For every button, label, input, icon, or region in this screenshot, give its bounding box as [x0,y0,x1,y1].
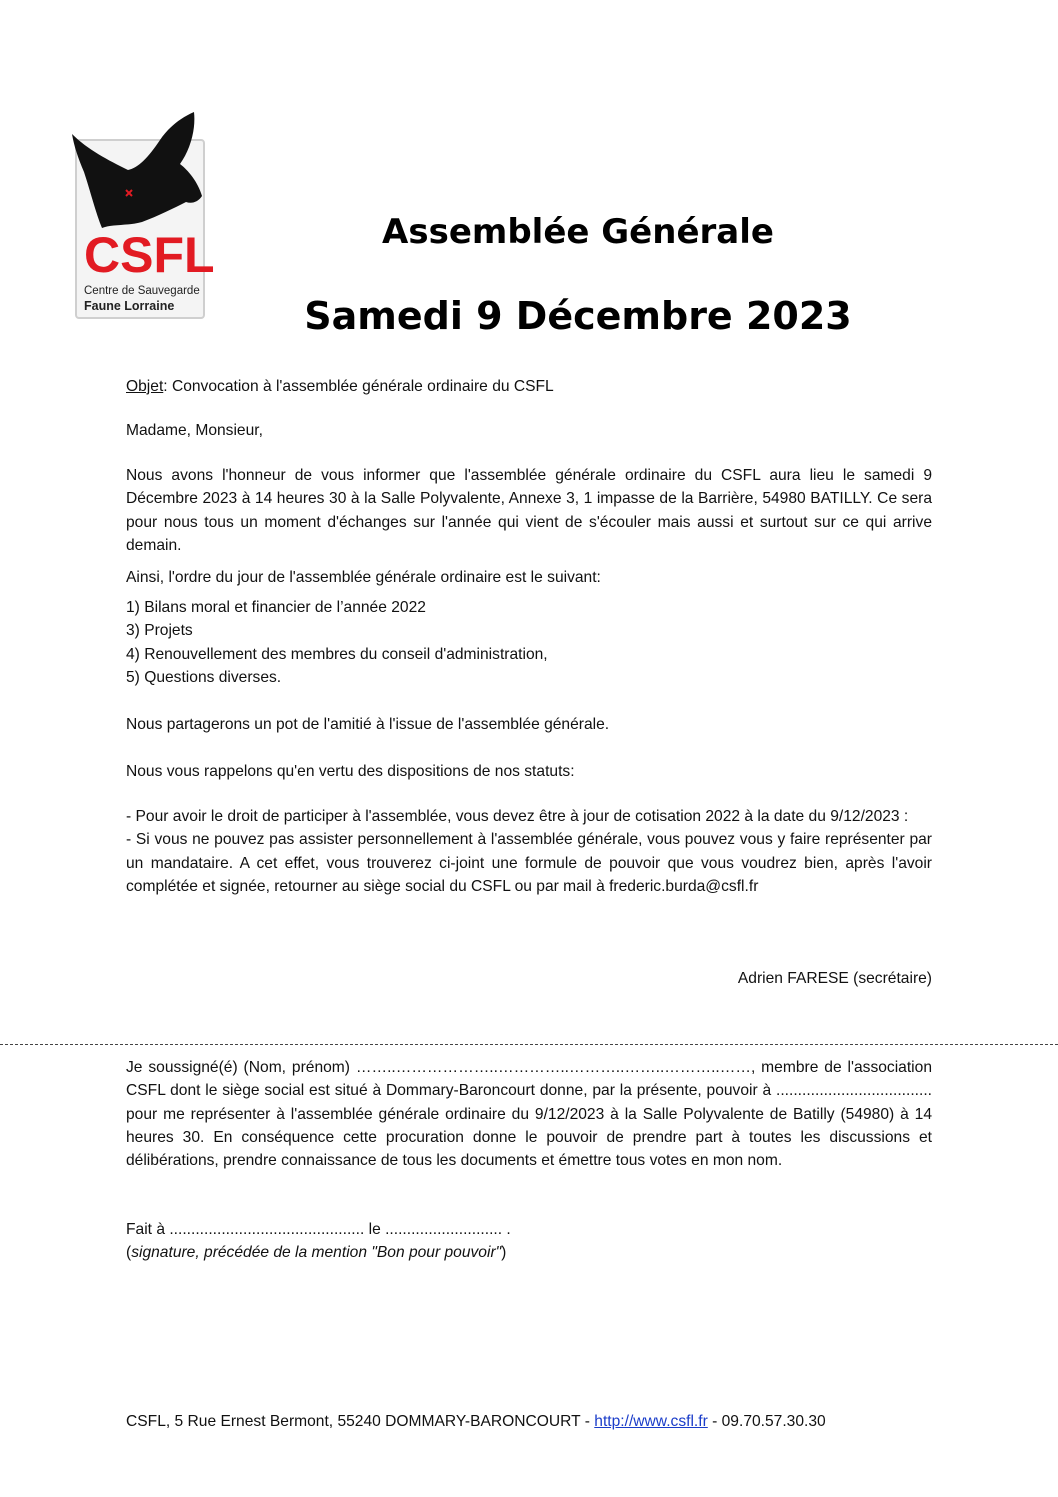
footer [126,1413,826,1431]
agenda-item: 3) Projets [126,622,193,640]
website-link[interactable]: http://www.csfl.fr [594,1413,708,1430]
signature: Adrien FARESE (secrétaire) [737,970,932,987]
footer-phone: - 09.70.57.30.30 [707,1413,826,1430]
footer-address: CSFL, 5 Rue Ernest Bermont, 55240 DOMMARY-BARONCOURT - [126,1413,595,1430]
agenda-intro: Ainsi, l'ordre du jour de l'assemblée générale ordinaire est le suivant: [126,569,601,586]
signature-note: (signature, précédée de la mention "Bon pour pouvoir") [126,1244,507,1262]
agenda-list [126,596,932,689]
agenda-item: 5) Questions diverses. [126,668,282,686]
proxy-signature-block [126,1218,932,1265]
fait-a-line: Fait à ............................................. le ........................... . [126,1221,511,1238]
svg-text:Centre de Sauvegarde: Centre de Sauvegarde [84,285,200,297]
cut-line-divider [0,1044,1058,1045]
csfl-logo [68,110,218,325]
agenda-item: 4) Renouvellement des membres du conseil d'administration, [126,645,548,663]
rule-item: - Pour avoir le droit de participer à l'assemblée, vous devez être à jour de cotisation 2022 à la date du 9/12/2023 : [126,808,909,825]
page-title: Assemblée Générale [382,212,774,252]
reminder-paragraph: Nous vous rappelons qu'en vertu des dispositions de nos statuts: [126,763,575,780]
objet-line [126,375,932,398]
svg-text:Faune Lorraine: Faune Lorraine [84,299,175,313]
page-subtitle-date: Samedi 9 Décembre 2023 [304,294,852,338]
pot-paragraph: Nous partagerons un pot de l'amitié à l'issue de l'assemblée générale. [126,716,610,733]
agenda-item: 1) Bilans moral et financier de l’année 2022 [126,599,426,616]
proxy-form-text: Je soussigné(é) (Nom, prénom) ……..………………..…………..………..……..………..……, membre de l'association CSFL dont le siège social est situé à Dommary-Baroncourt donne, par la présente, pouvoir à .................................... pour me représenter à l'assemblée générale ordinaire du 9/12/2023 à la Salle Polyvalente de Batilly (54980) à 14 heures 30. En conséquence cette procuration donne le pouvoir de prendre part à toutes les discussions et délibérations, prendre connaissance de tous les documents et émettre tous votes en mon nom. [126,1059,932,1170]
rule-item: - Si vous ne pouvez pas assister personnellement à l'assemblée générale, vous pouvez vous y faire représenter par un mandataire. A cet effet, vous trouverez ci-joint une formule de pouvoir que vous voudrez bien, après l'avoir complétée et signée, retourner au siège social du CSFL ou par mail à frederic.burda@csfl.fr [126,831,932,895]
svg-text:CSFL: CSFL [84,227,215,283]
intro-paragraph: Nous avons l'honneur de vous informer que l'assemblée générale ordinaire du CSFL aura lieu le samedi 9 Décembre 2023 à 14 heures 30 à la Salle Polyvalente, Annexe 3, 1 impasse de la Barrière, 54980 BATILLY. Ce sera pour nous tous un moment d'échanges sur l'année qui vient de s'écouler mais aussi et surtout sur ce qui arrive demain. [126,467,932,554]
objet-text: : Convocation à l'assemblée générale ordinaire du CSFL [163,378,554,395]
salutation: Madame, Monsieur, [126,422,263,439]
objet-label: Objet [126,378,164,395]
statutes-rules [126,805,932,898]
